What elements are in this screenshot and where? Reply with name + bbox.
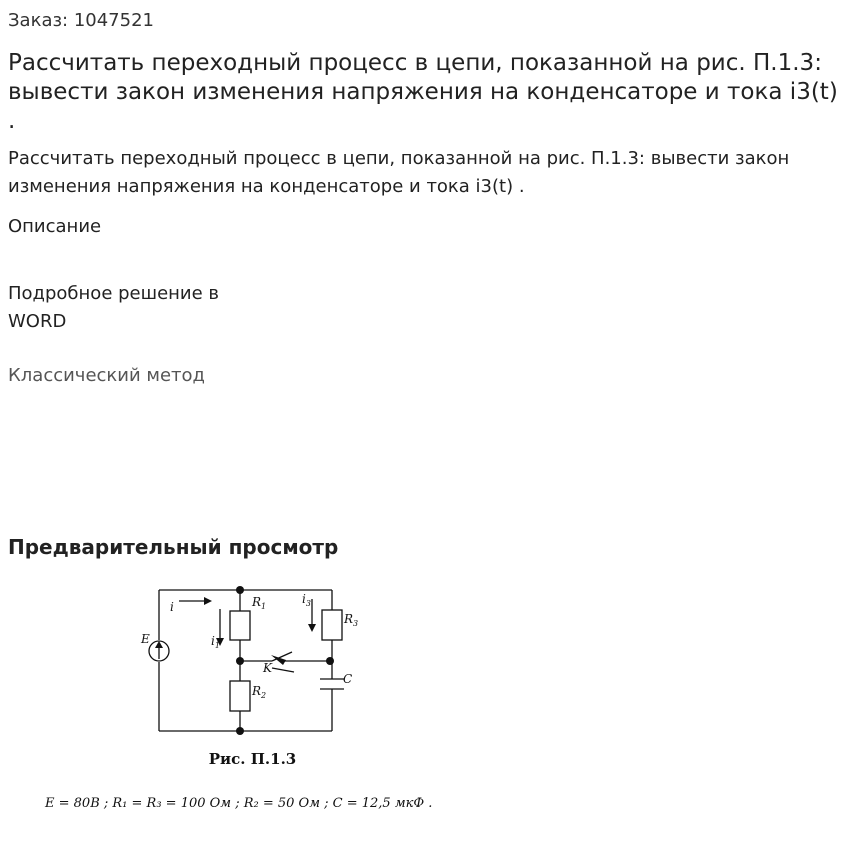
- label-i3: $i_3$: [302, 592, 311, 608]
- circuit-diagram: [0, 570, 520, 750]
- resistor-r1: [230, 611, 250, 640]
- label-r2: $R_2$: [252, 684, 267, 700]
- task-statement: Рассчитать переходный процесс в цепи, показанной на рис. П.1.3: вывести закон изменения напряжения на конденсаторе и тока i3(t) .: [8, 148, 790, 197]
- label-c: C: [343, 672, 353, 686]
- circuit-parameters: E = 80B ; R₁ = R₃ = 100 Ом ; R₂ = 50 Ом ; C = 12,5 мкФ .: [45, 796, 433, 811]
- label-k: K: [263, 661, 272, 675]
- label-i: i: [170, 600, 174, 614]
- node-top: [236, 586, 244, 594]
- preview-heading: Предварительный просмотр: [8, 535, 339, 559]
- description-method: Классический метод: [8, 365, 205, 386]
- label-r1: $R_1$: [252, 595, 267, 611]
- label-e: E: [141, 632, 150, 646]
- label-r3: $R_3$: [344, 612, 359, 628]
- resistor-r3: [322, 610, 342, 640]
- order-number: Заказ: 1047521: [8, 10, 154, 31]
- resistor-r2: [230, 681, 250, 711]
- node-middle-right: [326, 657, 334, 665]
- description-label: Описание: [8, 216, 102, 237]
- page-title: Рассчитать переходный процесс в цепи, показанной на рис. П.1.3: вывести закон изменения напряжения на конденсаторе и тока i3(t) .: [8, 50, 838, 134]
- node-bottom: [236, 727, 244, 735]
- node-middle-left: [236, 657, 244, 665]
- description-text: Подробное решение в WORD: [8, 283, 220, 332]
- figure-caption: Рис. П.1.3: [208, 750, 297, 768]
- label-i1: $i_1$: [211, 634, 220, 650]
